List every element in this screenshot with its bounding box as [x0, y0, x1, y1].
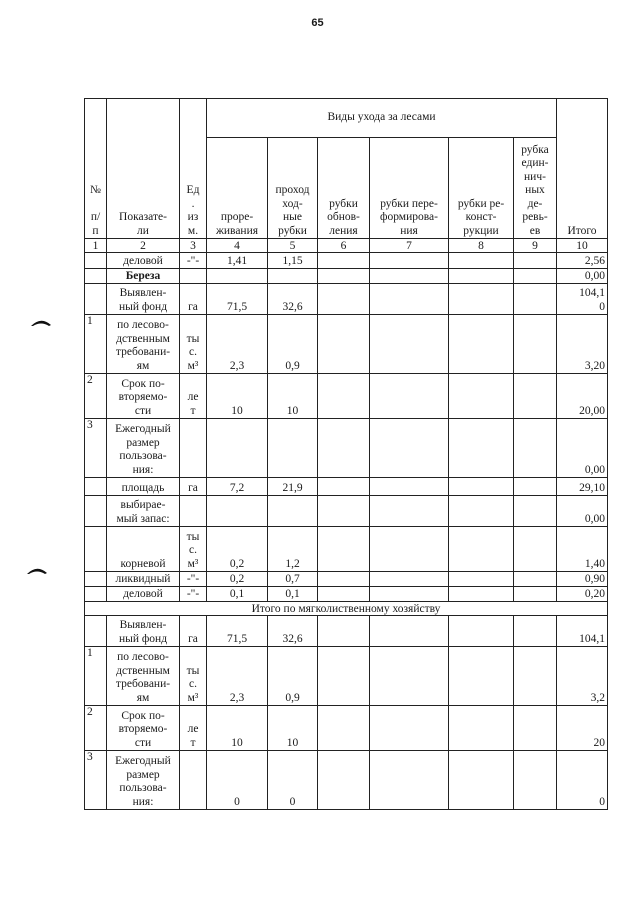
table-row — [85, 284, 608, 315]
row-unit: -"- — [180, 587, 207, 602]
cell-total: 20,00 — [557, 374, 608, 419]
header-thinning: проре- живания — [207, 138, 268, 239]
cell-renewal — [318, 315, 370, 374]
cell-single — [514, 269, 557, 284]
row-indicator: Ежегодный размер пользова- ния: — [107, 419, 180, 478]
cell-recon — [449, 647, 514, 706]
cell-renewal — [318, 647, 370, 706]
row-indicator: деловой — [107, 587, 180, 602]
cell-total: 20 — [557, 706, 608, 751]
cell-renewal — [318, 527, 370, 572]
cell-thinning: 10 — [207, 374, 268, 419]
cell-single — [514, 751, 557, 810]
row-indicator: деловой — [107, 253, 180, 269]
row-no: 3 — [85, 751, 107, 810]
cell-total: 2,56 — [557, 253, 608, 269]
cell-thinning: 71,5 — [207, 284, 268, 315]
cell-renewal — [318, 496, 370, 527]
cell-thinning: 2,3 — [207, 647, 268, 706]
cell-passage: 32,6 — [268, 616, 318, 647]
row-unit: -"- — [180, 572, 207, 587]
row-indicator: Выявлен- ный фонд — [107, 616, 180, 647]
cell-passage: 1,2 — [268, 527, 318, 572]
col-num: 10 — [557, 239, 608, 253]
row-indicator: корневой — [107, 527, 180, 572]
col-num: 3 — [180, 239, 207, 253]
binding-hole-mark-bottom — [26, 566, 48, 575]
cell-renewal — [318, 616, 370, 647]
row-unit — [180, 751, 207, 810]
cell-renewal — [318, 419, 370, 478]
cell-passage — [268, 269, 318, 284]
cell-thinning — [207, 419, 268, 478]
cell-passage: 0,9 — [268, 315, 318, 374]
cell-single — [514, 374, 557, 419]
cell-reform — [370, 284, 449, 315]
cell-reform — [370, 751, 449, 810]
cell-recon — [449, 284, 514, 315]
table-row — [85, 587, 608, 602]
cell-passage: 0,9 — [268, 647, 318, 706]
cell-single — [514, 419, 557, 478]
column-numbers-row — [85, 239, 608, 253]
cell-recon — [449, 572, 514, 587]
cell-reform — [370, 572, 449, 587]
cell-reform — [370, 647, 449, 706]
row-unit: ты с. м³ — [180, 647, 207, 706]
cell-reform — [370, 587, 449, 602]
cell-thinning: 1,41 — [207, 253, 268, 269]
cell-recon — [449, 253, 514, 269]
cell-single — [514, 315, 557, 374]
cell-reform — [370, 496, 449, 527]
section-row — [85, 602, 608, 616]
table-row — [85, 374, 608, 419]
cell-reform — [370, 616, 449, 647]
cell-renewal — [318, 751, 370, 810]
header-indicator: Показате- ли — [107, 99, 180, 239]
cell-renewal — [318, 572, 370, 587]
cell-recon — [449, 587, 514, 602]
header-unit: Ед . из м. — [180, 99, 207, 239]
cell-single — [514, 706, 557, 751]
col-num: 8 — [449, 239, 514, 253]
cell-reform — [370, 269, 449, 284]
cell-total: 29,10 — [557, 478, 608, 496]
cell-reform — [370, 374, 449, 419]
cell-recon — [449, 478, 514, 496]
cell-passage: 1,15 — [268, 253, 318, 269]
row-unit: га — [180, 616, 207, 647]
cell-renewal — [318, 706, 370, 751]
cell-passage: 10 — [268, 374, 318, 419]
table-row — [85, 253, 608, 269]
cell-renewal — [318, 587, 370, 602]
row-unit: га — [180, 478, 207, 496]
cell-single — [514, 572, 557, 587]
row-unit — [180, 419, 207, 478]
cell-reform — [370, 315, 449, 374]
row-indicator: Береза — [107, 269, 180, 284]
cell-recon — [449, 616, 514, 647]
cell-passage — [268, 496, 318, 527]
row-indicator: Срок по- вторяемо- сти — [107, 706, 180, 751]
row-no: 2 — [85, 706, 107, 751]
cell-renewal — [318, 284, 370, 315]
row-unit: ле т — [180, 706, 207, 751]
cell-recon — [449, 315, 514, 374]
row-unit: ты с. м³ — [180, 527, 207, 572]
cell-recon — [449, 269, 514, 284]
col-num: 6 — [318, 239, 370, 253]
table-row — [85, 496, 608, 527]
cell-single — [514, 616, 557, 647]
table-row — [85, 478, 608, 496]
cell-total: 104,1 0 — [557, 284, 608, 315]
row-indicator: Срок по- вторяемо- сти — [107, 374, 180, 419]
cell-single — [514, 284, 557, 315]
col-num: 2 — [107, 239, 180, 253]
cell-total: 104,1 — [557, 616, 608, 647]
row-indicator: ликвидный — [107, 572, 180, 587]
row-no: 1 — [85, 647, 107, 706]
row-unit: га — [180, 284, 207, 315]
row-no — [85, 253, 107, 269]
cell-renewal — [318, 269, 370, 284]
row-unit: ле т — [180, 374, 207, 419]
table-row — [85, 751, 608, 810]
cell-total: 0,00 — [557, 419, 608, 478]
row-unit — [180, 269, 207, 284]
cell-passage — [268, 419, 318, 478]
row-indicator: по лесово- дственным требовани- ям — [107, 647, 180, 706]
col-num: 9 — [514, 239, 557, 253]
cell-total: 3,2 — [557, 647, 608, 706]
cell-passage: 0,7 — [268, 572, 318, 587]
table-row — [85, 616, 608, 647]
cell-total: 3,20 — [557, 315, 608, 374]
header-single: рубка един- нич- ных де- ревь- ев — [514, 138, 557, 239]
forest-care-table — [84, 98, 608, 810]
header-row-1 — [85, 99, 608, 138]
col-num: 1 — [85, 239, 107, 253]
cell-passage: 10 — [268, 706, 318, 751]
cell-thinning: 2,3 — [207, 315, 268, 374]
table-row — [85, 706, 608, 751]
table-row — [85, 527, 608, 572]
cell-reform — [370, 706, 449, 751]
cell-single — [514, 253, 557, 269]
row-no — [85, 572, 107, 587]
cell-thinning: 0 — [207, 751, 268, 810]
cell-passage: 0,1 — [268, 587, 318, 602]
row-unit: -"- — [180, 253, 207, 269]
cell-single — [514, 527, 557, 572]
cell-thinning: 0,2 — [207, 572, 268, 587]
cell-total: 0,00 — [557, 496, 608, 527]
table-row — [85, 269, 608, 284]
cell-single — [514, 478, 557, 496]
cell-passage: 21,9 — [268, 478, 318, 496]
header-renewal: рубки обнов- ления — [318, 138, 370, 239]
header-total: Итого — [557, 99, 608, 239]
header-group-title: Виды ухода за лесами — [207, 99, 557, 138]
header-no: № п/ п — [85, 99, 107, 239]
cell-passage: 0 — [268, 751, 318, 810]
cell-recon — [449, 419, 514, 478]
row-no — [85, 269, 107, 284]
col-num: 4 — [207, 239, 268, 253]
row-indicator: Выявлен- ный фонд — [107, 284, 180, 315]
cell-thinning: 0,1 — [207, 587, 268, 602]
row-no — [85, 496, 107, 527]
cell-thinning: 0,2 — [207, 527, 268, 572]
row-no — [85, 478, 107, 496]
cell-single — [514, 587, 557, 602]
table-row — [85, 647, 608, 706]
table-row — [85, 315, 608, 374]
cell-total: 0 — [557, 751, 608, 810]
cell-thinning: 10 — [207, 706, 268, 751]
cell-recon — [449, 706, 514, 751]
row-no — [85, 616, 107, 647]
cell-reform — [370, 527, 449, 572]
row-unit: ты с. м³ — [180, 315, 207, 374]
cell-thinning — [207, 496, 268, 527]
cell-single — [514, 496, 557, 527]
cell-thinning: 71,5 — [207, 616, 268, 647]
table-row — [85, 572, 608, 587]
row-no — [85, 284, 107, 315]
cell-total: 1,40 — [557, 527, 608, 572]
row-no — [85, 527, 107, 572]
cell-renewal — [318, 374, 370, 419]
row-indicator: Ежегодный размер пользова- ния: — [107, 751, 180, 810]
row-no: 2 — [85, 374, 107, 419]
cell-passage: 32,6 — [268, 284, 318, 315]
cell-recon — [449, 496, 514, 527]
row-indicator: выбирае- мый запас: — [107, 496, 180, 527]
page-number: 65 — [311, 17, 324, 29]
row-indicator: площадь — [107, 478, 180, 496]
cell-renewal — [318, 478, 370, 496]
cell-recon — [449, 751, 514, 810]
row-no: 1 — [85, 315, 107, 374]
col-num: 5 — [268, 239, 318, 253]
cell-recon — [449, 527, 514, 572]
cell-renewal — [318, 253, 370, 269]
cell-reform — [370, 419, 449, 478]
cell-recon — [449, 374, 514, 419]
header-recon: рубки ре- конст- рукции — [449, 138, 514, 239]
cell-single — [514, 647, 557, 706]
section-title: Итого по мягколиственному хозяйству — [85, 602, 608, 616]
table-row — [85, 419, 608, 478]
cell-thinning: 7,2 — [207, 478, 268, 496]
cell-reform — [370, 478, 449, 496]
cell-total: 0,00 — [557, 269, 608, 284]
cell-thinning — [207, 269, 268, 284]
binding-hole-mark-top — [30, 318, 52, 327]
cell-total: 0,20 — [557, 587, 608, 602]
header-reform: рубки пере- формирова- ния — [370, 138, 449, 239]
row-no: 3 — [85, 419, 107, 478]
header-passage: проход ход- ные рубки — [268, 138, 318, 239]
cell-reform — [370, 253, 449, 269]
col-num: 7 — [370, 239, 449, 253]
row-no — [85, 587, 107, 602]
row-unit — [180, 496, 207, 527]
cell-total: 0,90 — [557, 572, 608, 587]
row-indicator: по лесово- дственным требовани- ям — [107, 315, 180, 374]
